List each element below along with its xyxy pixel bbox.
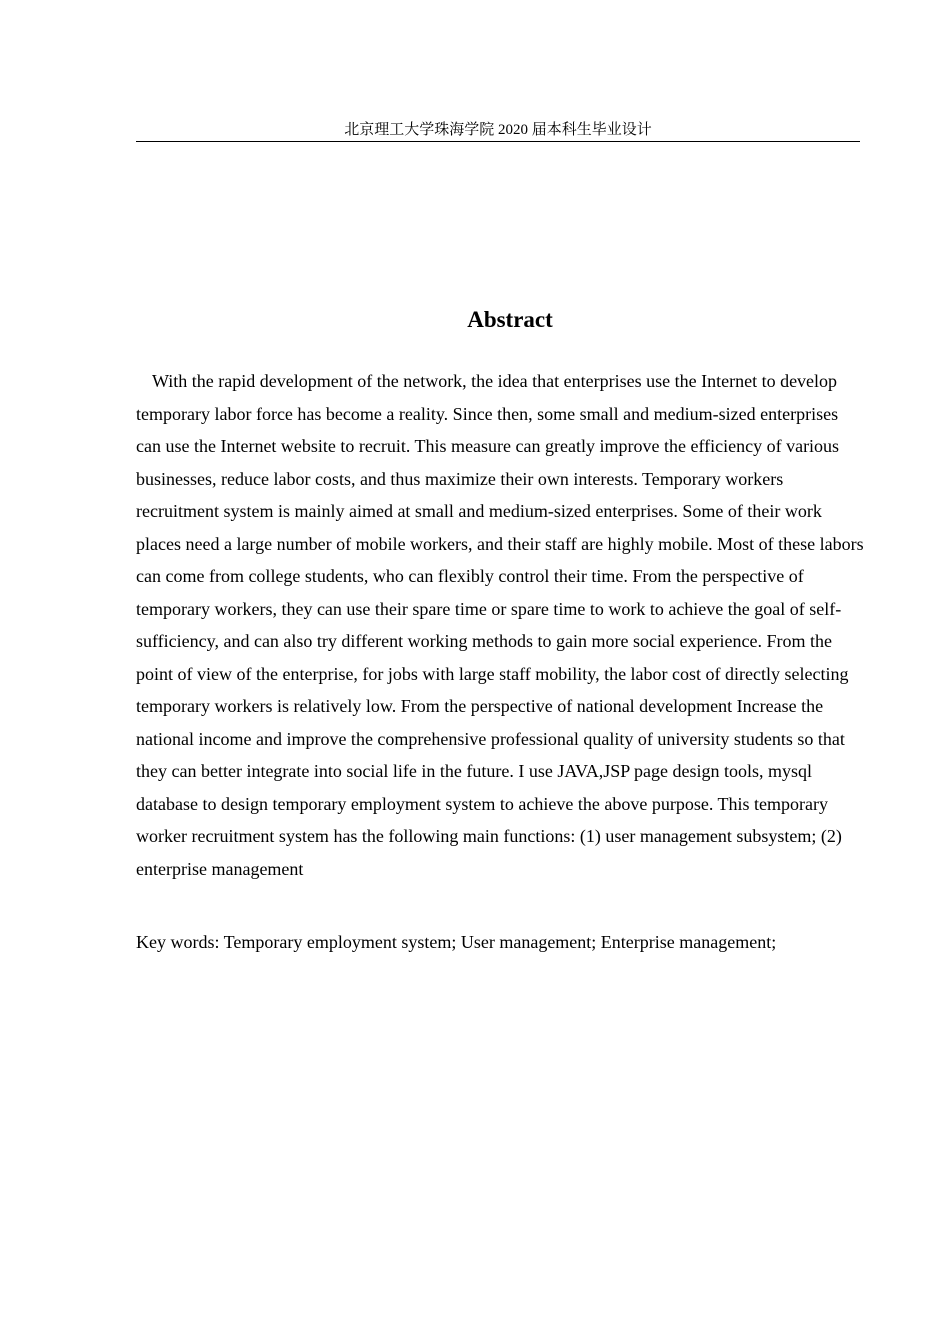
page-header — [136, 121, 860, 142]
header-text: 北京理工大学珠海学院 2020 届本科生毕业设计 — [344, 122, 652, 138]
abstract-body: With the rapid development of the network, the idea that enterprises use the Internet to develop temporary labor force has become a reality. Since then, some small and medium-sized enterprises can use the Internet website to recruit. This measure can greatly improve the efficiency of various businesses, reduce labor costs, and thus maximize their own interests. Temporary workers recruitment system is mainly aimed at small and medium-sized enterprises. Some of their work places need a large number of mobile workers, and their staff are highly mobile. Most of these labors can come from college students, who can flexibly control their time. From the perspective of temporary workers, they can use their spare time or spare time to work to achieve the goal of self-sufficiency, and can also try different working methods to gain more social experience. From the point of view of the enterprise, for jobs with large staff mobility, the labor cost of directly selecting temporary workers is relatively low. From the perspective of national development Increase the national income and improve the comprehensive professional quality of university students so that they can better integrate into social life in the future. I use JAVA,JSP page design tools, mysql database to design temporary employment system to achieve the above purpose. This temporary worker recruitment system has the following main functions: (1) user management subsystem; (2) enterprise management — [136, 371, 864, 879]
keywords: Key words: Temporary employment system; User management; Enterprise management; — [136, 932, 777, 952]
abstract-title: Abstract — [467, 307, 553, 332]
